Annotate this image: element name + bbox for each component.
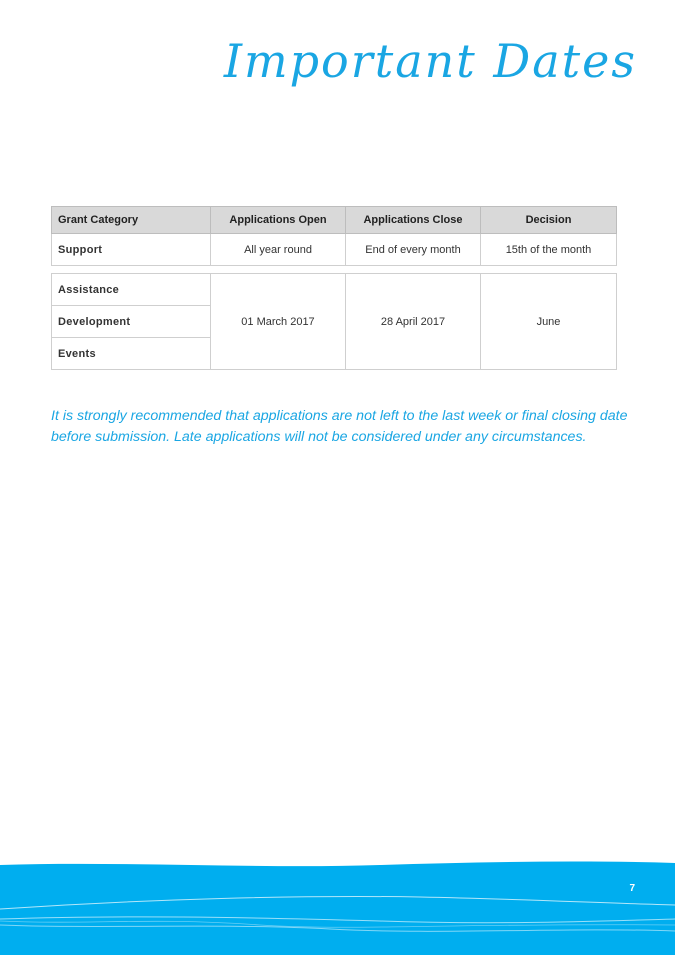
table-header-row	[52, 207, 617, 234]
category-cell: Support	[52, 234, 211, 266]
category-cell: Assistance	[52, 274, 211, 306]
page-title: Important Dates	[223, 34, 637, 88]
category-cell: Events	[52, 338, 211, 370]
header-applications-close: Applications Close	[346, 207, 481, 234]
header-decision: Decision	[481, 207, 617, 234]
open-cell: 01 March 2017	[211, 274, 346, 370]
decision-cell: 15th of the month	[481, 234, 617, 266]
close-cell: 28 April 2017	[346, 274, 481, 370]
table-row	[52, 234, 617, 266]
open-cell: All year round	[211, 234, 346, 266]
dates-table-header	[51, 206, 617, 266]
page-number: 7	[629, 883, 635, 894]
category-cell: Development	[52, 306, 211, 338]
dates-table-group	[51, 273, 617, 370]
wave-footer	[0, 859, 675, 955]
header-grant-category: Grant Category	[52, 207, 211, 234]
close-cell: End of every month	[346, 234, 481, 266]
decision-cell: June	[481, 274, 617, 370]
table-row	[52, 274, 617, 306]
recommendation-note: It is strongly recommended that applications are not left to the last week or final closing date before submission. Late applications will not be considered under any circumstances.	[51, 408, 628, 445]
header-applications-open: Applications Open	[211, 207, 346, 234]
